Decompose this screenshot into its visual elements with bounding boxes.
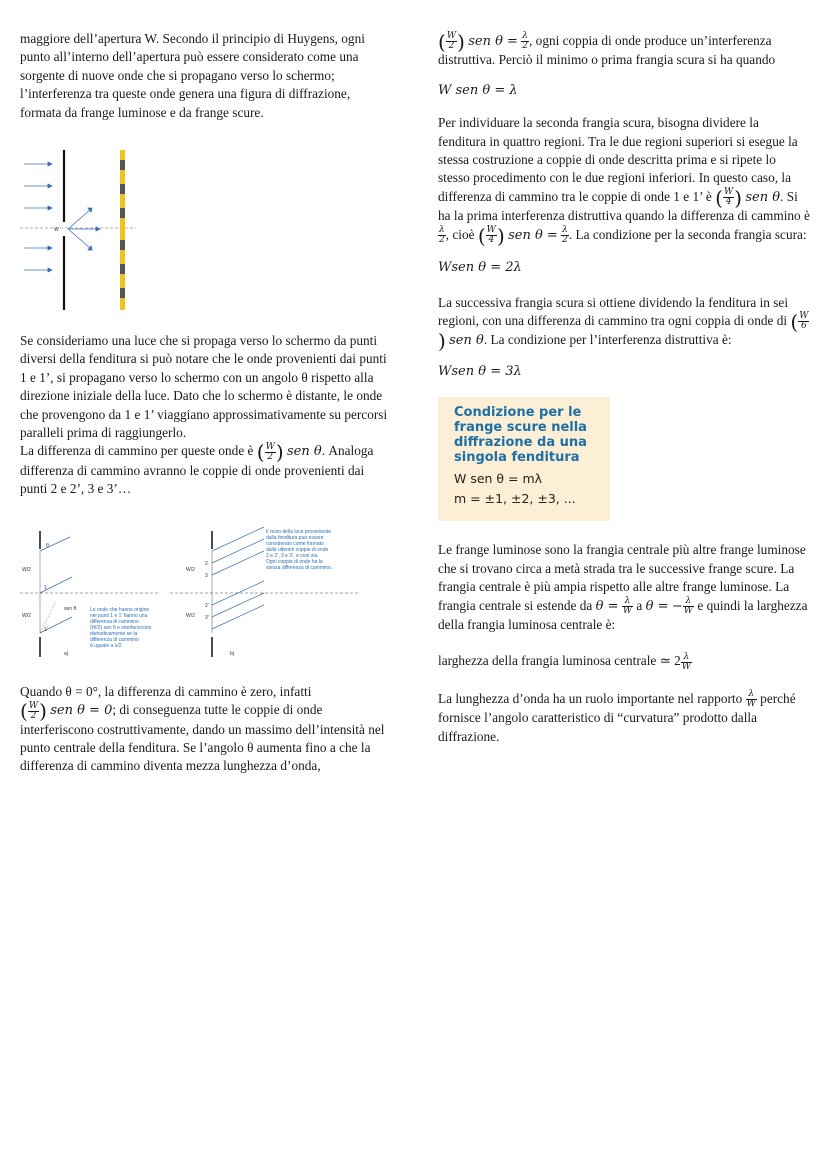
svg-text:sen θ: sen θ [64, 605, 77, 612]
paragraph-paths: Se consideriamo una luce che si propaga verso lo schermo da punti diversi della fenditura si può notare che le onde provenienti dai punti 1 e 1’, si propagano verso lo schermo con un angolo θ rispetto alla direzione iniziale della luce. Dato che lo schermo è distante, le onde che provengono da 1 e 1’ viaggiano approssimativamente su percorsi paralleli prima di raggiungerlo. [20, 333, 388, 441]
paragraph-wavelength-role: La lunghezza d’onda ha un ruolo importante nel rapporto $\frac{\lambda}{W}$ perché fornisce l’angolo caratteristico di “curvatura” prodotto dalla diffrazione. [438, 689, 796, 744]
svg-text:W/2: W/2 [186, 612, 195, 619]
paragraph-path-difference: La differenza di cammino per queste onde è ( $\frac{W}{2}$ ) sen θ. Analoga differenza di cammino avranno le coppie di onde provenienti dai punti 2 e 2’, 3 e 3’… [20, 440, 374, 497]
svg-text:differenza di cammino: differenza di cammino [90, 636, 139, 643]
paragraph-huygens: maggiore dell’apertura W. Secondo il principio di Huygens, ogni punto all’interno dell’apertura può essere considerato come una sorgente di nuove onde che si propagano verso lo schermo; l’interferenza tra queste onde genera una figura di diffrazione, formata da frange luminose e da frange scure. [20, 31, 365, 120]
equation-third-minimum: Wsen θ = 3λ [438, 363, 522, 379]
svg-text:considerato come formato: considerato come formato [266, 540, 324, 547]
svg-text:distruttivamente se la: distruttivamente se la [90, 630, 138, 637]
paragraph-central-width: larghezza della frangia luminosa centrale ≃ 2 $\frac{\lambda}{W}$ [438, 651, 692, 672]
subfigure-b [170, 527, 360, 657]
svg-text:dalle ulteriori coppie di onde: dalle ulteriori coppie di onde [266, 546, 329, 553]
paragraph-destructive: ( $\frac{W}{2}$ ) sen θ = $\frac{\lambda}{2}$ , ogni coppia di onde produce un’interferenza distruttiva. Perciò il minimo o prima frangia scura si ha quando [438, 29, 776, 68]
paragraph-bright-fringes: Le frange luminose sono la frangia centrale più altre frange luminose che si trovano circa a metà strada tra le successive frange scure. La frangia centrale è più ampia rispetto alle altre frange luminose. La frangia centrale si estende da θ = $\frac{\lambda}{W}$ a θ = − $\frac{\lambda}{W}$ e quindi la larghezza della frangia luminosa centrale è: [438, 542, 808, 632]
slit-diagram [20, 150, 150, 310]
svg-text:a): a) [64, 650, 69, 657]
subfigure-a [20, 531, 160, 657]
dark-fringe-condition-box [438, 397, 610, 521]
screen [120, 150, 125, 310]
svg-text:3: 3 [205, 572, 208, 579]
paragraph-third-fringe: La successiva frangia scura si ottiene dividendo la fenditura in sei regioni, con una differenza di cammino tra ogni coppia di onde di ( $\frac{W}{6}$ ) sen θ. La condizione per l’interferenza distruttiva è: [438, 294, 809, 354]
left-column [20, 30, 388, 776]
box-values: m = ±1, ±2, ±3, ... [454, 491, 576, 507]
svg-text:2’: 2’ [205, 602, 209, 609]
svg-text:W/2: W/2 [186, 566, 195, 573]
svg-text:differenza di cammino: differenza di cammino [90, 618, 139, 625]
svg-text:W/2: W/2 [22, 612, 31, 619]
svg-text:Il resto della luce provenient: Il resto della luce proveniente [266, 528, 332, 535]
svg-text:θ: θ [46, 542, 49, 549]
svg-text:3’: 3’ [205, 614, 209, 621]
equation-first-minimum: W sen θ = λ [438, 82, 518, 98]
path-difference-diagram [20, 525, 388, 665]
fraction-w-over-2: $\frac{W}{2}$ [265, 441, 275, 462]
equation-second-minimum: Wsen θ = 2λ [438, 260, 522, 276]
svg-text:dalla fenditura può essere: dalla fenditura può essere [266, 534, 324, 541]
paragraph-second-fringe: Per individuare la seconda frangia scura, bisogna dividere la fenditura in quattro regioni. Tra le due regioni superiori si esegue la stessa costruzione a coppie di onde descritta prima e si ripete lo stesso procedimento con le due regioni inferiori. In questo caso, la differenza di cammino tra le coppie di onde 1 e 1’ è ( $\frac{W}{4}$ ) sen θ. Si ha la prima interferenza distruttiva quando la differenza di cammino è $\frac{\lambda}{2}$ , cioè ( $\frac{W}{4}$ ) sen θ = $\frac{\lambda}{2}$ . La condizione per la seconda frangia scura: [438, 115, 810, 248]
svg-text:2 e 2’, 3 e 3’, e così via.: 2 e 2’, 3 e 3’, e così via. [266, 552, 319, 559]
paragraph-central-max: Quando θ = 0°, la differenza di cammino è zero, infatti ( $\frac{W}{2}$ ) sen θ = 0; di conseguenza tutte le coppie di onde interferiscono costruttivamente, dando un massimo dell’intensità nel punto centrale della fenditura. Se l’angolo θ aumenta fino a che la differenza di cammino diventa mezza lunghezza d’onda, [20, 683, 385, 774]
slit-width-label: W [54, 227, 59, 234]
svg-text:W/2: W/2 [22, 566, 31, 573]
box-equation: W sen θ = mλ [454, 471, 543, 487]
svg-text:1: 1 [44, 584, 47, 591]
diffracted-waves [68, 208, 100, 250]
svg-text:(W/2) sen θ e interferiscono: (W/2) sen θ e interferiscono [90, 624, 152, 631]
svg-text:1’: 1’ [44, 626, 48, 633]
svg-text:stessa differenza di cammino.: stessa differenza di cammino. [266, 564, 333, 571]
svg-text:b): b) [230, 650, 235, 657]
svg-text:è uguale a λ/2.: è uguale a λ/2. [90, 642, 123, 649]
svg-text:nei punti 1 e 1’ hanno una: nei punti 1 e 1’ hanno una [90, 612, 148, 619]
incoming-light-arrows [24, 162, 52, 272]
right-column [438, 30, 810, 746]
svg-text:Le onde che hanno origine: Le onde che hanno origine [90, 606, 150, 613]
svg-text:2: 2 [205, 560, 208, 567]
box-title: Condizione per le frange scure nella diffrazione da una singola fenditura [454, 405, 587, 466]
svg-text:Ogni coppia di onde ha la: Ogni coppia di onde ha la [266, 558, 323, 565]
